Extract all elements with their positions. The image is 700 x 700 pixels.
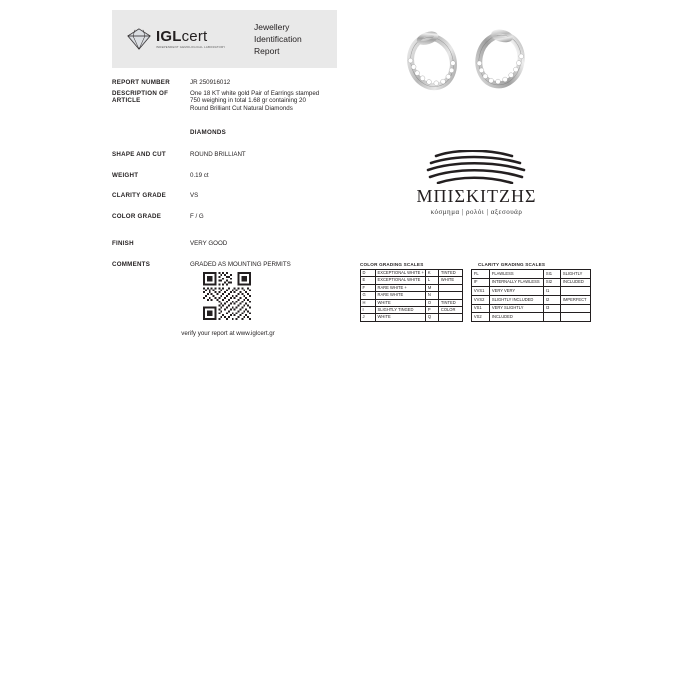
- shape-value: ROUND BRILLIANT: [190, 151, 246, 158]
- color-desc-2: TINTED: [439, 299, 463, 306]
- color-label: COLOR GRADE: [112, 212, 162, 220]
- table-row: [361, 314, 463, 321]
- color-grading-table: [360, 269, 463, 322]
- color-desc-2: TINTED: [439, 270, 463, 277]
- color-code: D: [361, 270, 376, 277]
- description-label-line2: ARTICLE: [112, 97, 141, 104]
- clarity-code-2: I2: [544, 295, 561, 304]
- verify-link[interactable]: verify your report at www.iglcert.gr: [181, 330, 275, 337]
- report-title: [254, 21, 302, 57]
- field-shape-and-cut: [112, 148, 362, 159]
- color-code: J: [361, 314, 376, 321]
- clarity-grading-table: [471, 269, 591, 322]
- waves-icon: [422, 150, 532, 184]
- color-code: E: [361, 277, 376, 284]
- description-value: [190, 87, 362, 113]
- report-title-line3: Report: [254, 46, 280, 56]
- table-row: [361, 307, 463, 314]
- color-desc: RARE WHITE +: [376, 284, 426, 291]
- report-number-label: REPORT NUMBER: [112, 79, 170, 86]
- clarity-code-2: I1: [544, 287, 561, 296]
- table-row: [361, 284, 463, 291]
- color-code: I: [361, 307, 376, 314]
- color-code: F: [361, 284, 376, 291]
- spacer: [112, 138, 362, 148]
- color-desc: WHITE: [376, 314, 426, 321]
- table-row: [361, 292, 463, 299]
- color-code-2: K: [426, 270, 439, 277]
- clarity-desc-2: INCLUDED: [561, 278, 591, 287]
- clarity-code: VS2: [472, 313, 490, 322]
- color-desc-2: WHITE: [439, 277, 463, 284]
- weight-label: WEIGHT: [112, 171, 139, 179]
- finish-label: FINISH: [112, 240, 134, 247]
- clarity-desc: SLIGHTLY INCLUDED: [490, 295, 544, 304]
- field-comments: [112, 258, 362, 269]
- diamond-icon: [126, 28, 152, 50]
- igl-logo: [112, 28, 244, 50]
- report-number-value: JR 250916012: [190, 79, 231, 86]
- clarity-desc: VERY SLIGHTLY: [490, 304, 544, 313]
- field-finish: [112, 237, 362, 248]
- color-code: G: [361, 292, 376, 299]
- color-desc-2: [439, 314, 463, 321]
- color-code-2: N: [426, 292, 439, 299]
- clarity-desc-2-blank: [561, 313, 591, 322]
- spacer: [112, 112, 362, 129]
- report-title-line2: Identification: [254, 34, 302, 44]
- clarity-desc-2: [561, 287, 591, 296]
- shape-label: SHAPE AND CUT: [112, 151, 166, 158]
- comments-label: COMMENTS: [112, 260, 151, 268]
- clarity-desc-2: SLIGHTLY: [561, 270, 591, 279]
- field-color-grade: [112, 210, 362, 221]
- clarity-desc-2: IMPERFECT: [561, 295, 591, 304]
- spacer: [112, 200, 362, 210]
- clarity-code: VVS2: [472, 295, 490, 304]
- table-row: [361, 270, 463, 277]
- color-desc-2: [439, 292, 463, 299]
- comments-value: GRADED AS MOUNTING PERMITS: [190, 260, 291, 268]
- clarity-desc: VERY VERY: [490, 287, 544, 296]
- color-value: F / G: [190, 212, 204, 220]
- color-desc: SLIGHTLY TINGED: [376, 307, 426, 314]
- clarity-desc: INTERNALLY FLAWLESS: [490, 278, 544, 287]
- table-row: [472, 295, 591, 304]
- grading-scales: [360, 262, 608, 322]
- clarity-desc: INCLUDED: [490, 313, 544, 322]
- field-description: [112, 87, 362, 113]
- clarity-code-2: SI2: [544, 278, 561, 287]
- table-row: [472, 304, 591, 313]
- color-code-2: O: [426, 299, 439, 306]
- weight-value: 0.19 ct: [190, 171, 209, 179]
- color-code-2: P: [426, 307, 439, 314]
- clarity-code-2-blank: [544, 313, 561, 322]
- jeweller-brand: [404, 150, 549, 216]
- color-desc: WHITE: [376, 299, 426, 306]
- finish-value: VERY GOOD: [190, 240, 228, 247]
- logo-subtitle: INDEPENDENT GEMOLOGICAL LABORATORY: [156, 45, 226, 50]
- diamonds-section-heading: DIAMONDS: [190, 129, 227, 136]
- color-desc-2: [439, 284, 463, 291]
- clarity-code: VVS1: [472, 287, 490, 296]
- description-value-line3: Round Brilliant Cut Natural Diamonds: [190, 104, 293, 112]
- table-row: [472, 287, 591, 296]
- spacer: [112, 248, 362, 258]
- spacer: [112, 220, 362, 237]
- clarity-value: VS: [190, 192, 199, 199]
- brand-name: ΜΠΙΣΚΙΤΖΗΣ: [416, 186, 537, 206]
- color-desc: EXCEPTIONAL WHITE: [376, 277, 426, 284]
- earrings-photo: [400, 22, 560, 112]
- spacer: [112, 179, 362, 189]
- description-value-line1: One 18 KT white gold Pair of Earrings stamped: [190, 89, 320, 97]
- color-code-2: L: [426, 277, 439, 284]
- clarity-code-2: I3: [544, 304, 561, 313]
- report-fields: [112, 76, 362, 268]
- table-row: [472, 270, 591, 279]
- table-row: [472, 278, 591, 287]
- report-title-line1: Jewellery: [254, 22, 290, 32]
- color-code-2: Q: [426, 314, 439, 321]
- color-scale-heading: COLOR GRADING SCALES: [360, 262, 424, 267]
- clarity-scale-heading: CLARITY GRADING SCALES: [478, 262, 546, 267]
- field-weight: [112, 169, 362, 180]
- color-desc-2: COLOR: [439, 307, 463, 314]
- qr-code[interactable]: [203, 272, 251, 320]
- field-report-number: [112, 76, 362, 87]
- description-value-line2: 750 weighing in total 1.68 gr containing 20: [190, 97, 306, 104]
- logo-wordmark: IGLcert: [156, 28, 208, 46]
- clarity-code: VS1: [472, 304, 490, 313]
- field-clarity-grade: [112, 189, 362, 200]
- clarity-label: CLARITY GRADE: [112, 192, 167, 199]
- clarity-desc-2: [561, 304, 591, 313]
- color-desc: RARE WHITE: [376, 292, 426, 299]
- clarity-desc: FLAWLESS: [490, 270, 544, 279]
- clarity-code: IF: [472, 278, 490, 287]
- color-code: H: [361, 299, 376, 306]
- clarity-code-2: SI1: [544, 270, 561, 279]
- description-label: [112, 87, 190, 113]
- table-row: [472, 313, 591, 322]
- color-code-2: M: [426, 284, 439, 291]
- brand-subtitle: κόσμημα | ρολόι | αξεσουάρ: [430, 208, 523, 216]
- table-row: [361, 277, 463, 284]
- spacer: [112, 159, 362, 169]
- description-label-line1: DESCRIPTION OF: [112, 89, 169, 97]
- color-desc: EXCEPTIONAL WHITE +: [377, 270, 424, 275]
- clarity-code: FL: [472, 270, 490, 279]
- table-row: [361, 299, 463, 306]
- report-header: [112, 10, 337, 68]
